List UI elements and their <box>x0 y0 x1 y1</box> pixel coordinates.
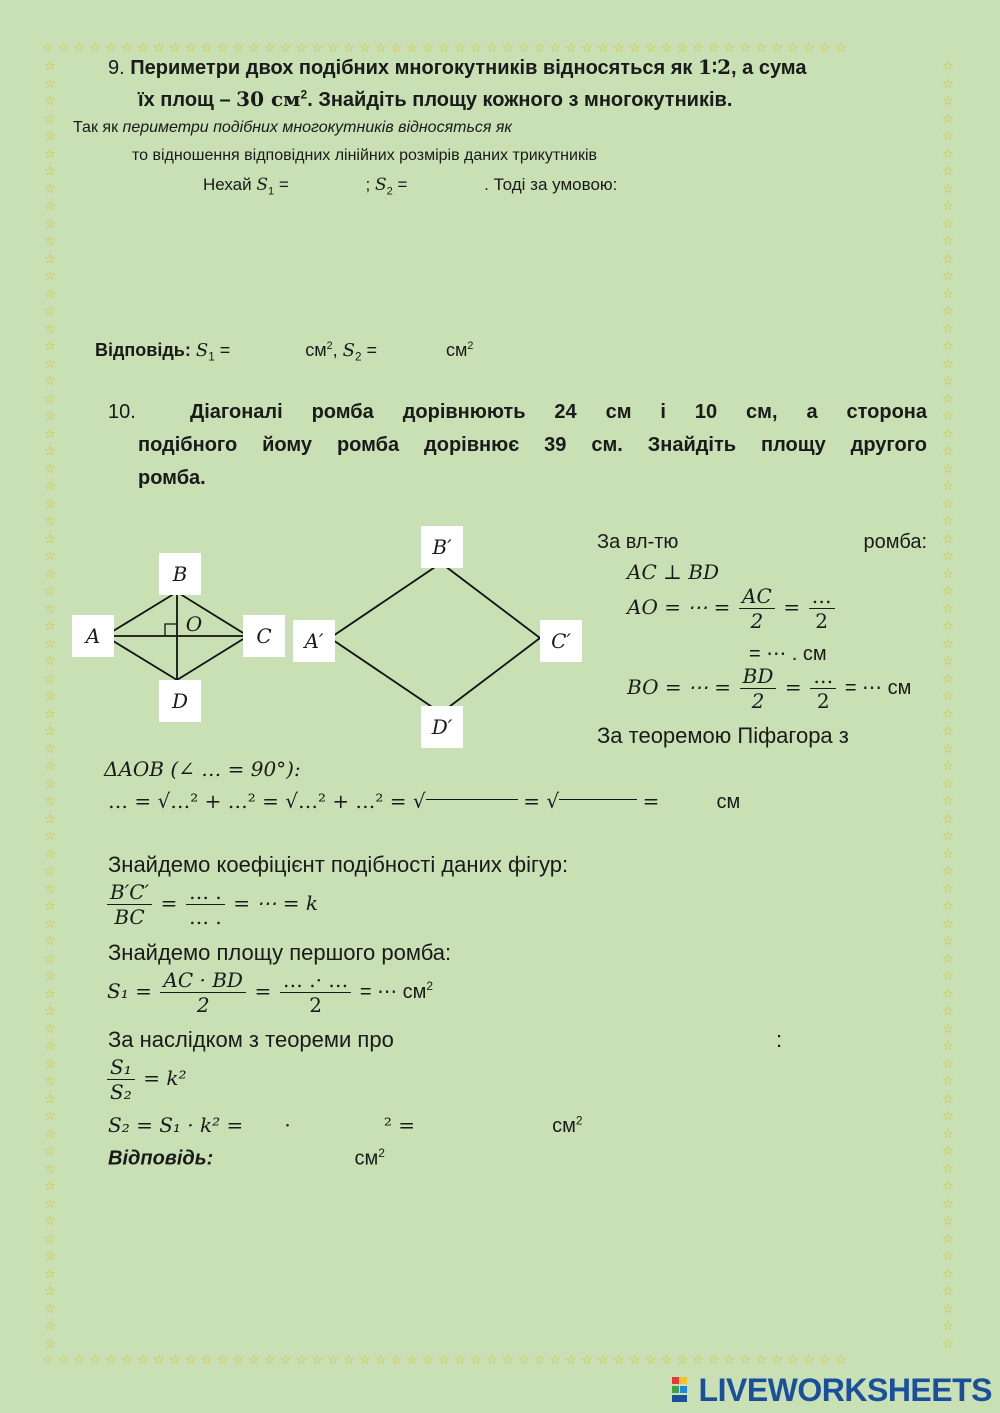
q9-text-a: Периметри двох подібних многокутників відносяться як <box>130 57 698 79</box>
coef-den: BC <box>114 905 145 929</box>
triangle-line: ΔAOB (∠ … = 90°): <box>104 757 301 781</box>
s2-dot: · <box>284 1113 291 1137</box>
star-border-bottom: ☆☆☆☆☆☆☆☆☆☆☆☆☆☆☆☆☆☆☆☆☆☆☆☆☆☆☆☆☆☆☆☆☆☆☆☆☆☆☆☆☆☆☆☆☆☆☆☆☆☆☆ <box>42 1353 851 1368</box>
bo-frac2-den: 2 <box>816 689 830 713</box>
liveworksheets-icon <box>672 1377 696 1403</box>
corollary-line <box>108 1027 788 1053</box>
label-a: A <box>72 615 114 657</box>
q9-ratio-line: то відношення відповідних лінійних розмірів даних трикутників <box>132 147 597 164</box>
s2-lhs: S₂ = S₁ · k² = <box>108 1113 244 1137</box>
s1-den: 2 <box>196 993 210 1017</box>
q10-answer: Відповідь: $см^2$ <box>108 1146 385 1170</box>
label-o: O <box>185 612 203 636</box>
sqrt-a: … = √…² + …² = √…² + …² = √ <box>108 789 426 813</box>
right-angle-mark <box>165 624 177 636</box>
bo-line: BO = ⋯ = $\frac{BD}{2}$ = $\frac{\dots}{2}$ = ⋯ см <box>627 664 912 713</box>
liveworksheets-logo[interactable] <box>672 1372 992 1409</box>
s1-frac2-num: … .· … <box>280 968 351 993</box>
ao-frac-den: 2 <box>750 609 764 633</box>
q9-let-semicolon: ; <box>365 175 375 194</box>
label-b-prime: B′ <box>421 526 463 568</box>
q9-let-a: Нехай <box>203 175 257 194</box>
q10-number: 10. <box>108 401 136 423</box>
coef-num: B′C′ <box>107 880 152 905</box>
ao-frac2-den: 2 <box>815 609 828 633</box>
star-border-top: ☆☆☆☆☆☆☆☆☆☆☆☆☆☆☆☆☆☆☆☆☆☆☆☆☆☆☆☆☆☆☆☆☆☆☆☆☆☆☆☆☆☆☆☆☆☆☆☆☆☆☆ <box>42 41 851 56</box>
label-b: B <box>159 553 201 595</box>
q9-since-b: периметри подібних многокутників відносяться як <box>122 119 512 136</box>
sqrt-line <box>108 789 740 814</box>
label-c-prime: C′ <box>540 620 582 662</box>
q9-since-a: Так як <box>73 119 123 136</box>
star-border-left: ☆ ☆ ☆ ☆ ☆ ☆ ☆ ☆ ☆ ☆ ☆ ☆ ☆ ☆ ☆ ☆ ☆ ☆ ☆ ☆ ☆ ☆ ☆ ☆ ☆ ☆ ☆ ☆ ☆ ☆ ☆ ☆ ☆ ☆ ☆ ☆ ☆ ☆ ☆ ☆ ☆ ☆ ☆ ☆ ☆ ☆ ☆ ☆ ☆ ☆ ☆ ☆ ☆ ☆ ☆ ☆ ☆ ☆ ☆ ☆ ☆ ☆ ☆ ☆ ☆ ☆ ☆ ☆ ☆ ☆ ☆ ☆ ☆ ☆ <box>44 59 56 1352</box>
q9-text-d: . Знайдіть площу кожного з многокутників. <box>307 89 733 111</box>
perp-line: AC ⊥ BD <box>627 560 720 584</box>
pythagoras-line: За теоремою Піфагора з <box>597 723 849 748</box>
q10-line1: Діагоналі ромба дорівнюють 24 см і 10 см, а сторона <box>190 401 927 423</box>
corollary-a: За наслідком з теореми про <box>108 1027 394 1052</box>
bo-rhs: = ⋯ см <box>844 676 912 699</box>
s2-unit: см <box>552 1115 576 1137</box>
ratio-rhs: = k² <box>143 1065 187 1090</box>
label-d: D <box>159 680 201 722</box>
coef-frac2-num: … . <box>186 880 225 905</box>
q9-let-eq2: = <box>392 175 413 194</box>
bo-lhs: BO = ⋯ = <box>627 674 732 699</box>
q9-let-then: . Тоді за умовою: <box>484 175 618 194</box>
coef-line: $\frac{B'C'}{BC}$ = $\frac{\dots .}{\dots .}$ = ⋯ = k <box>104 880 318 929</box>
ratio-num: S₁ <box>107 1055 135 1080</box>
s1-frac2-den: 2 <box>309 993 322 1017</box>
q9-answer-s2: S <box>342 340 355 361</box>
bo-frac-num: BD <box>740 664 777 689</box>
s2-line: S₂ = S₁ · k² = · $^2 = см^2$ <box>108 1113 583 1137</box>
q9-text-c: їх площ – <box>138 89 237 111</box>
s1-num: AC · BD <box>160 968 246 993</box>
q9-ratio: 1∶2 <box>697 55 732 79</box>
ratio-line <box>104 1055 187 1104</box>
prop-line <box>597 531 927 554</box>
area1-line: S₁ = $\frac{AC \cdot BD}{2}$ = $\frac{\dots .\cdot \dots}{2}$ = ⋯ $см^2$ <box>107 968 434 1017</box>
area1-text: Знайдемо площу першого ромба: <box>108 940 452 965</box>
ao-lhs: AO = ⋯ = <box>627 594 731 619</box>
coef-rhs: = ⋯ = k <box>233 890 318 915</box>
q9-statement-line2: їх площ – 30 $см^2$. Знайдіть площу кожного з многокутників. <box>138 87 733 111</box>
ao-frac2-num: … <box>809 584 835 609</box>
sqrt-c: = <box>642 789 660 813</box>
sqrt-b: = √ <box>523 789 560 813</box>
sqrt-unit: см <box>716 791 741 813</box>
label-a-prime: A′ <box>293 620 335 662</box>
q10-line3: ромба. <box>138 467 206 489</box>
s1-rhs: = ⋯ см <box>359 980 427 1003</box>
q9-let-s1: S <box>256 175 268 195</box>
coef-frac2-den: … . <box>188 905 222 929</box>
rhombus-a2b2c2d2 <box>330 563 540 713</box>
bo-frac-den: 2 <box>751 689 765 713</box>
q9-answer-label: Відповідь: <box>95 340 191 360</box>
q10-answer-label: Відповідь: <box>108 1147 214 1170</box>
label-c: C <box>243 615 285 657</box>
corollary-b: : <box>776 1027 783 1052</box>
q9-answer-s1: S <box>195 340 209 361</box>
s2-sq: ² = <box>383 1113 415 1137</box>
s1-lhs: S₁ = <box>107 978 152 1003</box>
q9-answer: Відповідь: $S_1 = см^2$, $S_2 = см^2$ <box>95 340 474 364</box>
prop-b: ромба: <box>863 531 927 553</box>
ao-line: AO = ⋯ = $\frac{AC}{2}$ = $\frac{\dots}{2}$ <box>627 584 838 633</box>
logo-text: LIVEWORKSHEETS <box>698 1372 992 1408</box>
label-d-prime: D′ <box>421 706 463 748</box>
ratio-den: S₂ <box>110 1080 132 1104</box>
q9-area: 30 см <box>236 87 301 111</box>
q9-let-eq1: = <box>274 175 294 194</box>
q9-let-line: Нехай $S_1$ = ; $S_2$ = . Тоді за умовою: <box>203 175 618 198</box>
bo-frac2-num: … <box>810 664 836 689</box>
q9-answer-unit1: см <box>305 340 327 360</box>
prop-a: За вл-тю <box>597 531 679 553</box>
ao-frac-num: AC <box>739 584 775 609</box>
star-border-right: ☆ ☆ ☆ ☆ ☆ ☆ ☆ ☆ ☆ ☆ ☆ ☆ ☆ ☆ ☆ ☆ ☆ ☆ ☆ ☆ ☆ ☆ ☆ ☆ ☆ ☆ ☆ ☆ ☆ ☆ ☆ ☆ ☆ ☆ ☆ ☆ ☆ ☆ ☆ ☆ ☆ ☆ ☆ ☆ ☆ ☆ ☆ ☆ ☆ ☆ ☆ ☆ ☆ ☆ ☆ ☆ ☆ ☆ ☆ ☆ ☆ ☆ ☆ ☆ ☆ ☆ ☆ ☆ ☆ ☆ ☆ ☆ ☆ ☆ <box>942 59 954 1352</box>
q10-answer-unit: см <box>354 1147 379 1170</box>
q10-line2: подібного йому ромба дорівнює 39 см. Знайдіть площу другого <box>138 434 927 456</box>
q9-answer-unit2: см <box>446 340 468 360</box>
q9-number: 9. <box>108 57 125 79</box>
coef-text: Знайдемо коефіцієнт подібності даних фігур: <box>108 852 569 877</box>
rhombus-abcd <box>105 592 248 680</box>
q9-text-b: , а сума <box>731 57 807 79</box>
ao-result: = ⋯ . см <box>749 643 827 665</box>
